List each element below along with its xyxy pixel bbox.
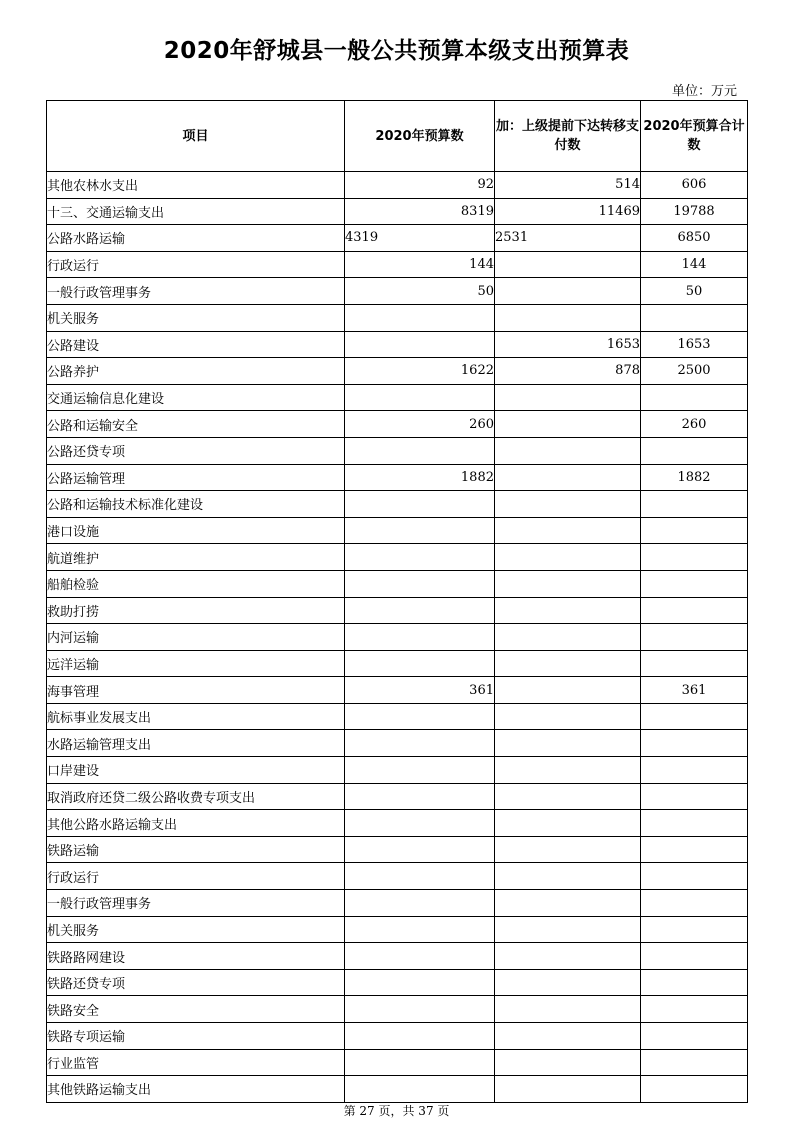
page-title: 2020年舒城县一般公共预算本级支出预算表 (163, 38, 630, 64)
table-row (47, 757, 748, 784)
row-total (641, 996, 748, 1023)
row-budget (345, 863, 495, 890)
row-budget: 260 (345, 411, 495, 438)
row-total (641, 703, 748, 730)
row-item-name: 取消政府还贷二级公路收费专项支出 (47, 783, 345, 810)
table-row (47, 384, 748, 411)
row-total (641, 890, 748, 917)
row-transfer (495, 730, 641, 757)
row-budget (345, 570, 495, 597)
row-item-name: 救助打捞 (47, 597, 345, 624)
row-budget (345, 730, 495, 757)
row-budget (345, 331, 495, 358)
row-total: 1882 (641, 464, 748, 491)
row-item-name: 行业监管 (47, 1049, 345, 1076)
row-total (641, 570, 748, 597)
row-total (641, 491, 748, 518)
row-budget (345, 624, 495, 651)
row-item-name: 内河运输 (47, 624, 345, 651)
row-item-name: 其他铁路运输支出 (47, 1076, 345, 1103)
row-budget (345, 836, 495, 863)
row-budget (345, 943, 495, 970)
table-row (47, 624, 748, 651)
table-row (47, 198, 748, 225)
row-item-name: 公路建设 (47, 331, 345, 358)
row-total (641, 1023, 748, 1050)
row-budget (345, 996, 495, 1023)
row-budget (345, 890, 495, 917)
row-total (641, 624, 748, 651)
table-row (47, 703, 748, 730)
row-total: 6850 (641, 225, 748, 252)
row-budget (345, 544, 495, 571)
table-row (47, 411, 748, 438)
row-transfer (495, 810, 641, 837)
row-item-name: 公路水路运输 (47, 225, 345, 252)
row-transfer (495, 836, 641, 863)
row-budget: 50 (345, 278, 495, 305)
row-total (641, 783, 748, 810)
row-item-name: 铁路还贷专项 (47, 969, 345, 996)
row-budget (345, 916, 495, 943)
table-row (47, 890, 748, 917)
table-row (47, 863, 748, 890)
table-row (47, 304, 748, 331)
row-budget (345, 304, 495, 331)
table-row (47, 331, 748, 358)
row-transfer: 1653 (495, 331, 641, 358)
row-item-name: 海事管理 (47, 677, 345, 704)
row-item-name: 铁路安全 (47, 996, 345, 1023)
row-total (641, 730, 748, 757)
row-item-name: 十三、交通运输支出 (47, 198, 345, 225)
row-item-name: 口岸建设 (47, 757, 345, 784)
header-row (47, 101, 748, 172)
row-transfer (495, 703, 641, 730)
row-item-name: 行政运行 (47, 251, 345, 278)
row-transfer (495, 757, 641, 784)
row-transfer (495, 650, 641, 677)
row-transfer: 514 (495, 172, 641, 199)
row-transfer (495, 517, 641, 544)
row-transfer (495, 491, 641, 518)
row-budget (345, 757, 495, 784)
row-transfer (495, 570, 641, 597)
row-budget: 8319 (345, 198, 495, 225)
row-transfer (495, 1023, 641, 1050)
row-transfer (495, 278, 641, 305)
table-row (47, 597, 748, 624)
row-transfer (495, 890, 641, 917)
table-row (47, 1076, 748, 1103)
row-item-name: 其他公路水路运输支出 (47, 810, 345, 837)
table-row (47, 225, 748, 252)
table-row (47, 491, 748, 518)
row-item-name: 港口设施 (47, 517, 345, 544)
row-budget (345, 969, 495, 996)
row-budget (345, 437, 495, 464)
row-transfer (495, 544, 641, 571)
row-budget (345, 1076, 495, 1103)
row-item-name: 航标事业发展支出 (47, 703, 345, 730)
row-total (641, 863, 748, 890)
table-row (47, 1023, 748, 1050)
row-total (641, 943, 748, 970)
row-budget (345, 783, 495, 810)
row-item-name: 交通运输信息化建设 (47, 384, 345, 411)
budget-table (46, 100, 748, 1103)
row-transfer (495, 783, 641, 810)
row-total: 1653 (641, 331, 748, 358)
row-total (641, 836, 748, 863)
row-transfer (495, 624, 641, 651)
row-transfer (495, 411, 641, 438)
header-budget: 2020年预算数 (345, 101, 495, 172)
row-transfer (495, 677, 641, 704)
row-total (641, 304, 748, 331)
table-row (47, 544, 748, 571)
row-transfer (495, 996, 641, 1023)
row-item-name: 公路还贷专项 (47, 437, 345, 464)
row-item-name: 公路和运输技术标准化建设 (47, 491, 345, 518)
row-item-name: 航道维护 (47, 544, 345, 571)
row-item-name: 机关服务 (47, 916, 345, 943)
row-item-name: 船舶检验 (47, 570, 345, 597)
table-row (47, 570, 748, 597)
table-row (47, 916, 748, 943)
row-transfer (495, 251, 641, 278)
table-row (47, 730, 748, 757)
row-item-name: 机关服务 (47, 304, 345, 331)
table-row (47, 517, 748, 544)
row-transfer (495, 863, 641, 890)
row-budget (345, 597, 495, 624)
header-item: 项目 (47, 101, 345, 172)
row-total (641, 969, 748, 996)
row-item-name: 远洋运输 (47, 650, 345, 677)
row-total: 361 (641, 677, 748, 704)
row-transfer: 11469 (495, 198, 641, 225)
row-transfer (495, 969, 641, 996)
row-item-name: 其他农林水支出 (47, 172, 345, 199)
row-budget: 1882 (345, 464, 495, 491)
table-row (47, 836, 748, 863)
row-budget (345, 1023, 495, 1050)
table-row (47, 437, 748, 464)
row-total: 19788 (641, 198, 748, 225)
row-item-name: 公路运输管理 (47, 464, 345, 491)
row-total (641, 916, 748, 943)
header-total: 2020年预算合计数 (641, 101, 748, 172)
row-item-name: 一般行政管理事务 (47, 890, 345, 917)
page-footer: 第 27 页，共 37 页 (343, 1104, 450, 1118)
row-total (641, 544, 748, 571)
table-row (47, 783, 748, 810)
row-total (641, 1076, 748, 1103)
table-row (47, 278, 748, 305)
table-row (47, 251, 748, 278)
row-transfer (495, 1049, 641, 1076)
row-transfer (495, 437, 641, 464)
row-transfer (495, 384, 641, 411)
header-transfer: 加：上级提前下达转移支付数 (495, 101, 641, 172)
table-row (47, 358, 748, 385)
row-budget (345, 650, 495, 677)
row-budget: 4319 (345, 225, 495, 252)
table-row (47, 996, 748, 1023)
row-budget (345, 491, 495, 518)
row-total (641, 757, 748, 784)
row-total (641, 810, 748, 837)
row-budget (345, 703, 495, 730)
row-transfer: 878 (495, 358, 641, 385)
row-total: 50 (641, 278, 748, 305)
row-budget (345, 1049, 495, 1076)
row-budget: 144 (345, 251, 495, 278)
row-total: 144 (641, 251, 748, 278)
row-budget (345, 810, 495, 837)
row-transfer (495, 916, 641, 943)
row-item-name: 铁路专项运输 (47, 1023, 345, 1050)
row-total (641, 384, 748, 411)
table-row (47, 1049, 748, 1076)
row-total (641, 597, 748, 624)
table-row (47, 943, 748, 970)
row-item-name: 公路养护 (47, 358, 345, 385)
row-transfer (495, 464, 641, 491)
table-body (47, 172, 748, 1103)
row-budget: 1622 (345, 358, 495, 385)
row-item-name: 一般行政管理事务 (47, 278, 345, 305)
row-total: 260 (641, 411, 748, 438)
row-budget: 361 (345, 677, 495, 704)
table-row (47, 650, 748, 677)
row-total: 2500 (641, 358, 748, 385)
row-total (641, 437, 748, 464)
row-transfer (495, 597, 641, 624)
row-transfer (495, 1076, 641, 1103)
table-row (47, 464, 748, 491)
row-transfer: 2531 (495, 225, 641, 252)
table-row (47, 969, 748, 996)
row-budget (345, 384, 495, 411)
row-item-name: 公路和运输安全 (47, 411, 345, 438)
row-budget (345, 517, 495, 544)
row-transfer (495, 304, 641, 331)
row-budget: 92 (345, 172, 495, 199)
row-total (641, 517, 748, 544)
row-item-name: 行政运行 (47, 863, 345, 890)
row-item-name: 铁路运输 (47, 836, 345, 863)
row-item-name: 水路运输管理支出 (47, 730, 345, 757)
table-row (47, 172, 748, 199)
row-total (641, 650, 748, 677)
row-total (641, 1049, 748, 1076)
row-total: 606 (641, 172, 748, 199)
row-item-name: 铁路路网建设 (47, 943, 345, 970)
row-transfer (495, 943, 641, 970)
unit-label: 单位：万元 (671, 84, 737, 99)
table-row (47, 810, 748, 837)
table-row (47, 677, 748, 704)
